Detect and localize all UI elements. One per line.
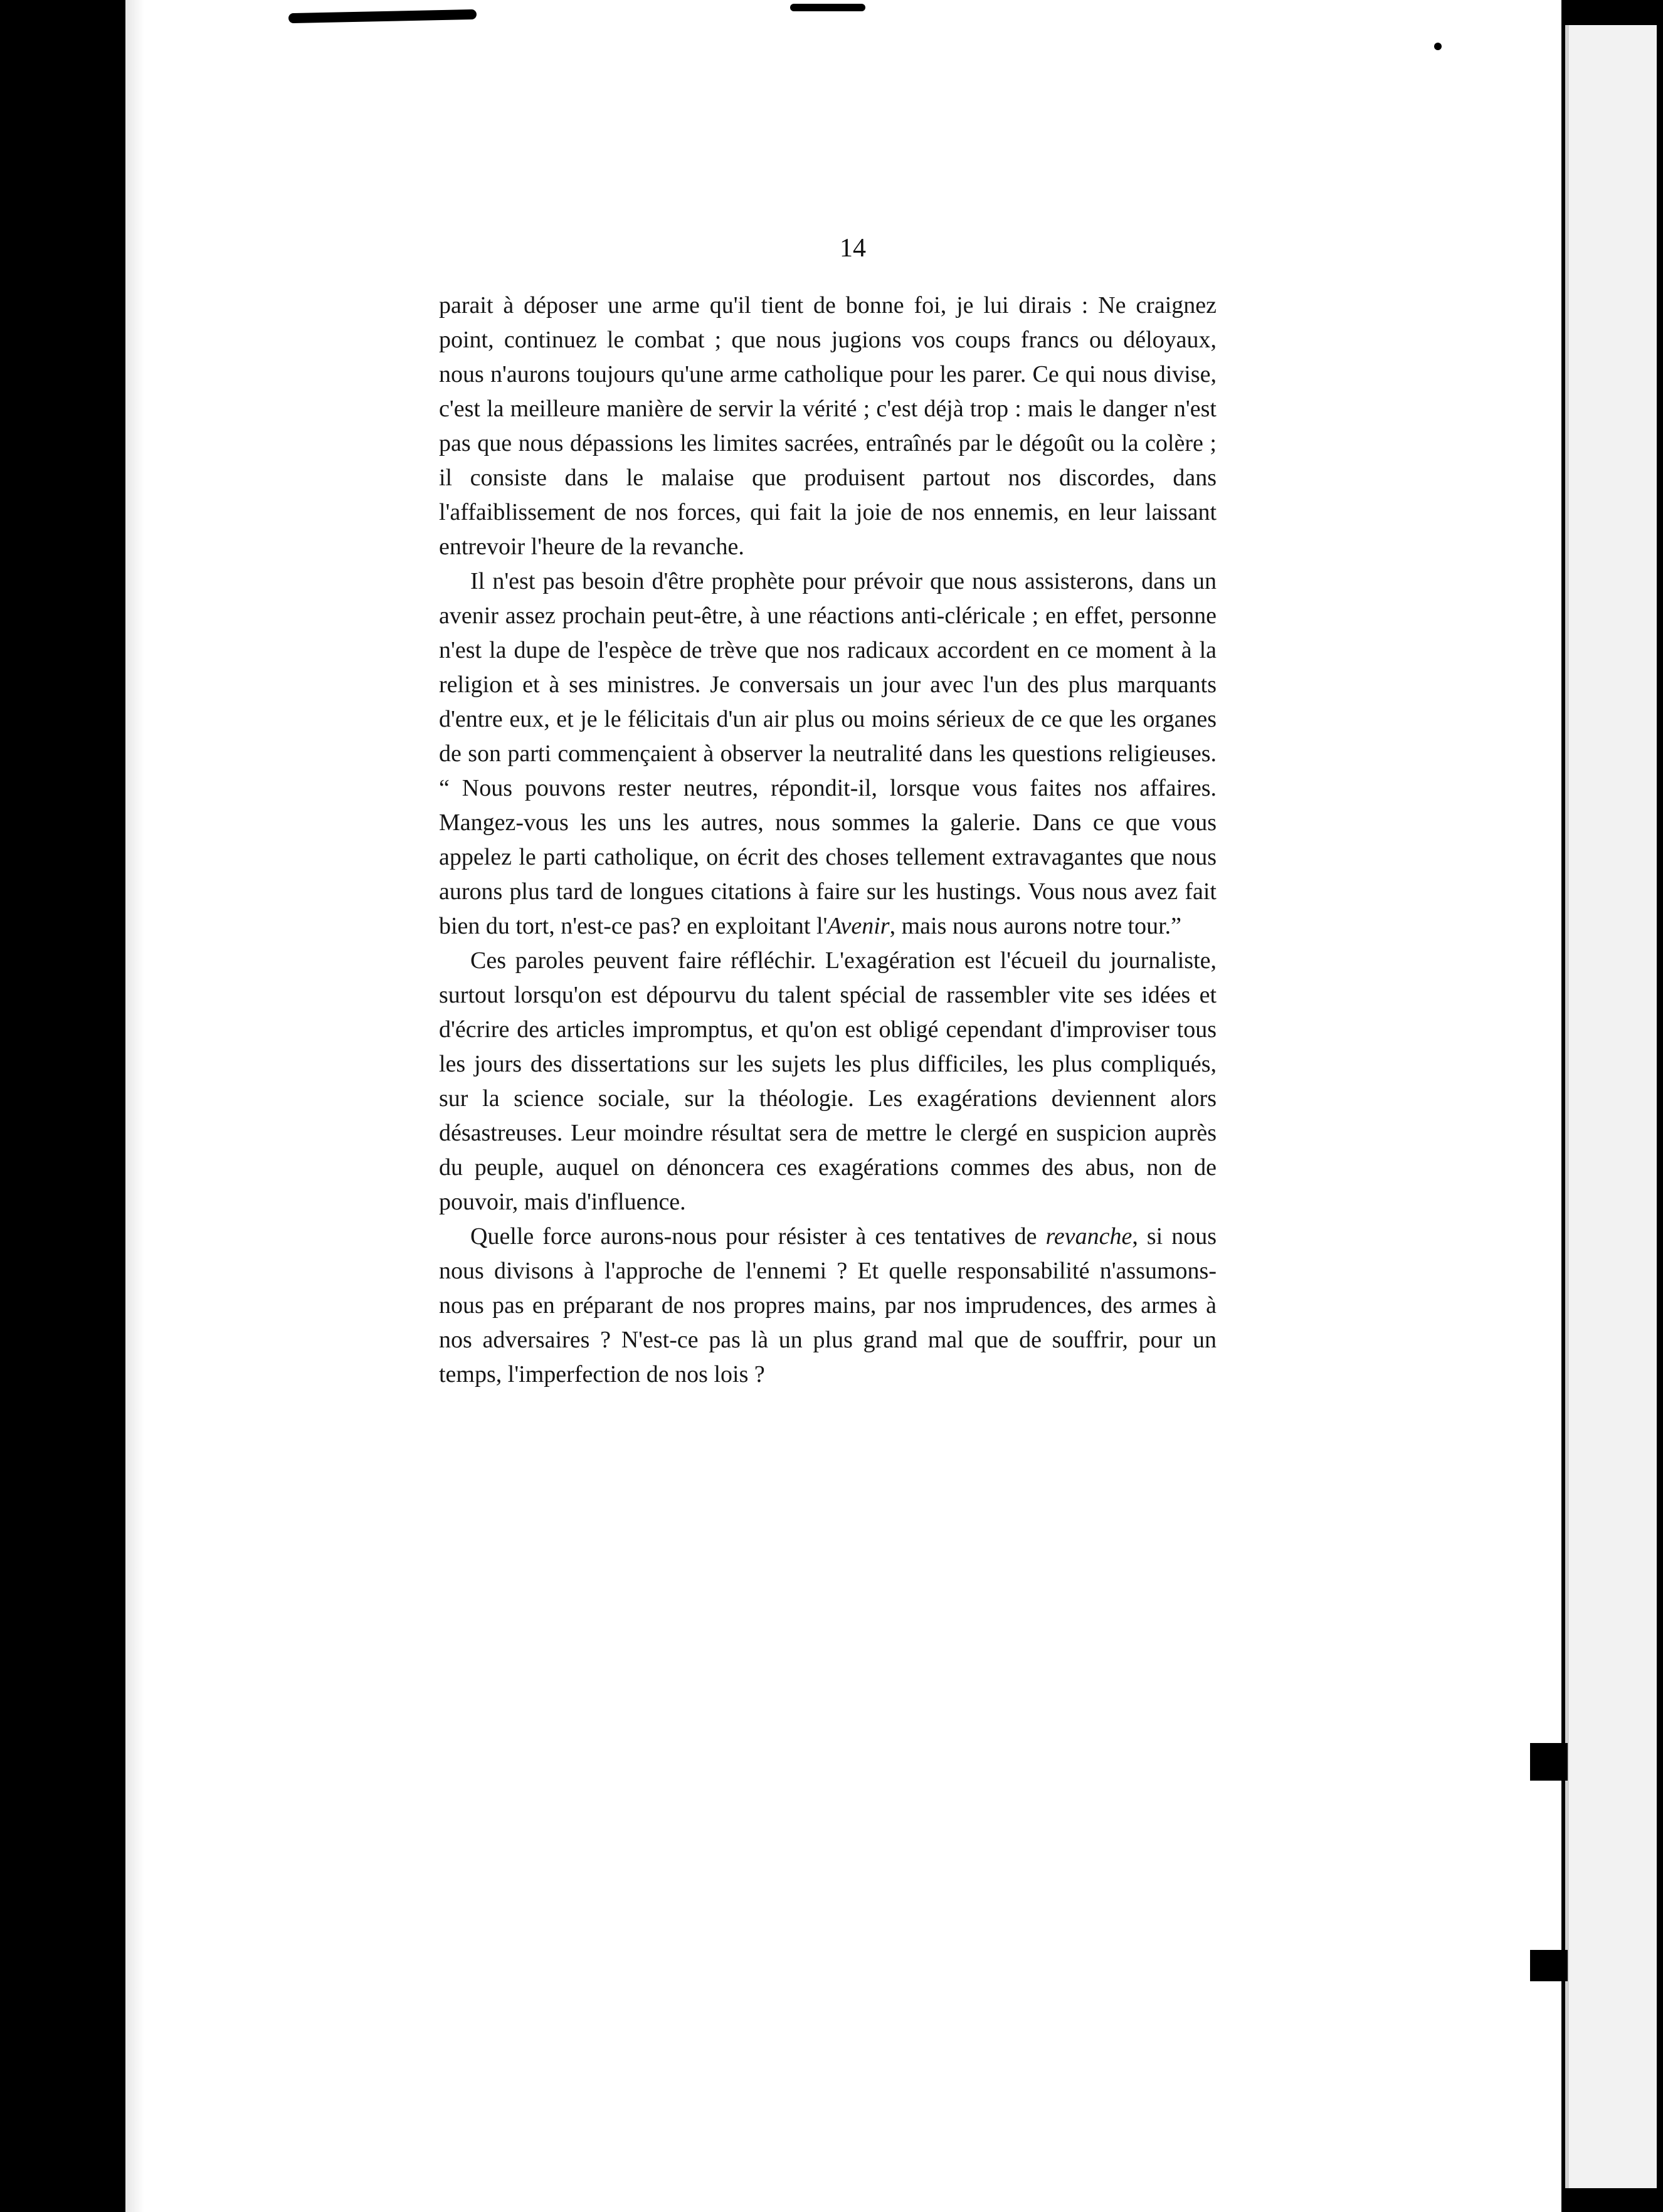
page-number: 14 (840, 234, 866, 263)
italic-avenir: Avenir (827, 913, 890, 939)
paragraph-2-end: , mais nous aurons notre tour.” (889, 913, 1182, 939)
paragraph-2 (439, 564, 1217, 944)
paragraph-2-text: Il n'est pas besoin d'être prophète pour prévoir que nous assisterons, dans un avenir assez prochain peut-être, à une réactions anti-cléricale ; en effet, personne n'est la dupe de l'espèce de trève que nos radicaux accordent en ce moment à la religion et à ses ministres. Je conversais un jour avec l'un des plus marquants d'entre eux, et je le félicitais d'un air plus ou moins sérieux de ce que les organes de son parti commençaient à observer la neutralité dans les questions religieuses. “ Nous pouvons rester neutres, répondit-il, lorsque vous faites nos affaires. Mangez-vous les uns les autres, nous sommes la galerie. Dans ce que vous appelez le parti catholique, on écrit des choses tellement extravagantes que nous aurons plus tard de longues citations à faire sur les hustings. Vous nous avez fait bien du tort, n'est-ce pas? en exploitant l' (439, 568, 1217, 939)
scan-speck (43, 907, 51, 915)
scan-speck (19, 226, 26, 233)
body-text (439, 288, 1217, 1392)
paragraph-4 (439, 1219, 1217, 1392)
scan-speck (1434, 43, 1442, 50)
paragraph-4-end: , si nous nous divisons à l'approche de l'ennemi ? Et quelle responsabilité n'assumons-nous pas en préparant de nos propres mains, par nos imprudences, des armes à nos adversaires ? N'est-ce pas là un plus grand mal que de souffrir, pour un temps, l'imperfection de nos lois ? (439, 1223, 1217, 1388)
scan-artifact-notch (1530, 1950, 1568, 1981)
next-page-edge (1565, 25, 1657, 2188)
italic-revanche: revanche (1045, 1223, 1132, 1250)
scan-artifact-stroke (288, 9, 477, 23)
paragraph-3: Ces paroles peuvent faire réfléchir. L'exagération est l'écueil du journaliste, surtout lorsqu'on est dépourvu du talent spécial de rassembler vite ses idées et d'écrire des articles impromptus, et qu'on est obligé cependant d'improviser tous les jours des dissertations sur les sujets les plus difficiles, les plus compliqués, sur la science sociale, sur la théologie. Les exagérations deviennent alors désastreuses. Leur moindre résultat sera de mettre le clergé en suspicion auprès du peuple, auquel on dénoncera ces exagérations commes des abus, non de pouvoir, mais d'influence. (439, 947, 1217, 1215)
scan-artifact-stroke (790, 4, 865, 11)
paragraph-1: parait à déposer une arme qu'il tient de bonne foi, je lui dirais : Ne craignez point, continuez le combat ; que nous jugions vos coups francs ou déloyaux, nous n'aurons toujours qu'une arme catholique pour les parer. Ce qui nous divise, c'est la meilleure manière de servir la vérité ; c'est déjà trop : mais le danger n'est pas que nous dépassions les limites sacrées, entraînés par le dégoût ou la colère ; il consiste dans le malaise que produisent partout nos discordes, dans l'affaiblissement de nos forces, qui fait la joie de nos ennemis, en leur laissant entrevoir l'heure de la revanche. (439, 292, 1217, 560)
paragraph-4-text: Quelle force aurons-nous pour résister à ces tentatives de (470, 1223, 1046, 1250)
scan-artifact-notch (1530, 1743, 1568, 1781)
page-left-edge (125, 0, 144, 2212)
